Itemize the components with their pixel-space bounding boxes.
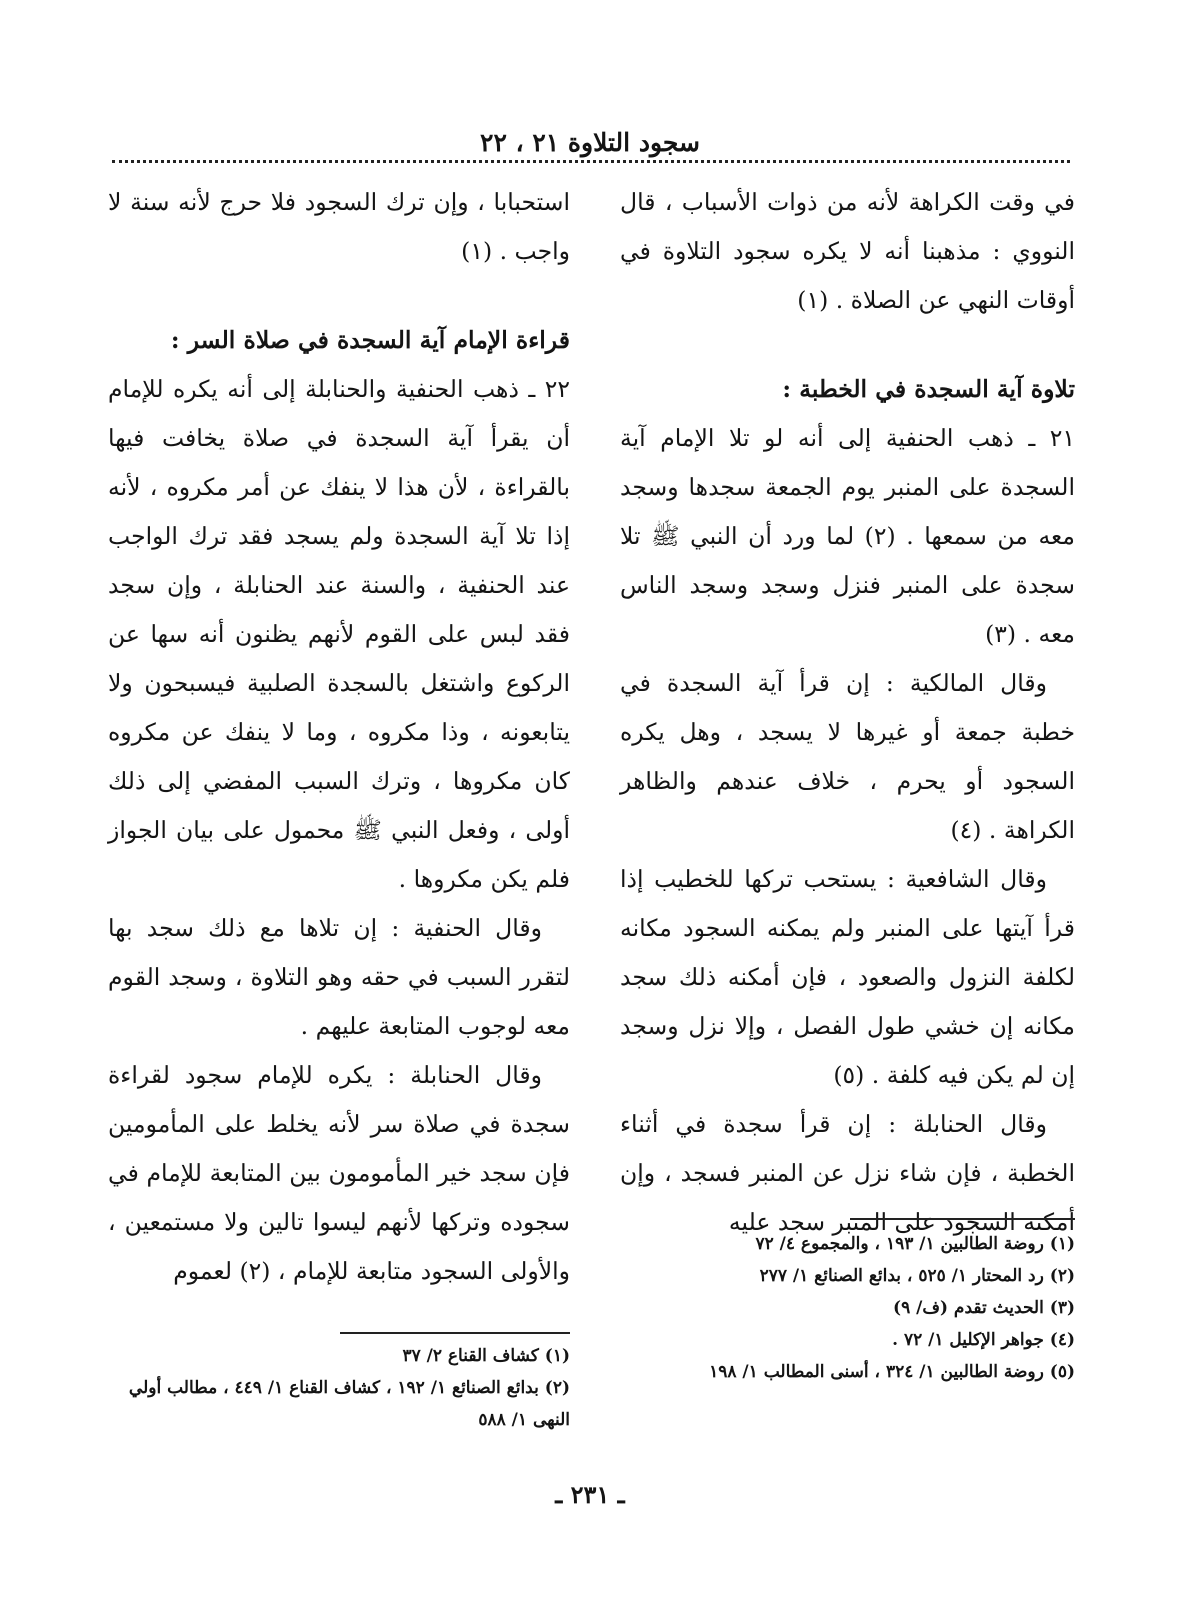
paragraph: وقال الحنفية : إن تلاها مع ذلك سجد بها لتقرر السبب في حقه وهو التلاوة ، وسجد القوم معه لوجوب المتابعة عليهم . [108, 914, 570, 1040]
footnote-separator [850, 1218, 1075, 1220]
section-heading: قراءة الإمام آية السجدة في صلاة السر : [170, 326, 570, 354]
left-column [108, 178, 570, 1296]
footnote: (١) روضة الطالبين ١/ ١٩٣ ، والمجموع ٤/ ٧٢ [755, 1234, 1075, 1254]
page-number: ـ ٢٣١ ـ [555, 1480, 625, 1509]
paragraph: ٢٢ ـ ذهب الحنفية والحنابلة إلى أنه يكره للإمام أن يقرأ آية السجدة في صلاة يخافت فيها بالقراءة ، لأن هذا لا ينفك عن أمر مكروه ، لأنه إذا تلا آية السجدة ولم يسجد فقد ترك الواجب عند الحنفية ، والسنة عند الحنابلة ، وإن سجد فقد لبس على القوم لأنهم يظنون أنه سها عن الركوع واشتغل بالسجدة الصلبية فيسبحون ولا يتابعونه ، وذا مكروه ، وما لا ينفك عن مكروه كان مكروها ، وترك السبب المفضي إلى ذلك أولى ، وفعل النبي ﷺ محمول على بيان الجواز فلم يكن مكروها . [108, 375, 570, 893]
footnote: (٢) رد المحتار ١/ ٥٢٥ ، بدائع الصنائع ١/ ٢٧٧ [759, 1266, 1075, 1286]
section-heading: تلاوة آية السجدة في الخطبة : [782, 375, 1075, 403]
footnote: (٥) روضة الطالبين ١/ ٣٢٤ ، أسنى المطالب ١/ ١٩٨ [709, 1362, 1075, 1382]
footnote-separator [340, 1332, 570, 1334]
header-dotted-rule [112, 160, 1070, 163]
footnote: (١) كشاف القناع ٢/ ٣٧ [402, 1346, 570, 1366]
paragraph: وقال الحنابلة : إن قرأ سجدة في أثناء الخطبة ، فإن شاء نزل عن المنبر فسجد ، وإن أمكنه السجود على المنبر سجد عليه [620, 1110, 1075, 1236]
paragraph: وقال الشافعية : يستحب تركها للخطيب إذا قرأ آيتها على المنبر ولم يمكنه السجود مكانه لكلفة النزول والصعود ، فإن أمكنه ذلك سجد مكانه إن خشي طول الفصل ، وإلا نزل وسجد إن لم يكن فيه كلفة . (٥) [620, 865, 1075, 1089]
paragraph: استحبابا ، وإن ترك السجود فلا حرج لأنه سنة لا واجب . (١) [108, 188, 570, 265]
footnote: (٣) الحديث تقدم (ف/ ٩) [893, 1298, 1075, 1318]
footnote: (٢) بدائع الصنائع ١/ ١٩٢ ، كشاف القناع ١/ ٤٤٩ ، مطالب أولي النهى ١/ ٥٨٨ [128, 1378, 570, 1430]
paragraph: وقال المالكية : إن قرأ آية السجدة في خطبة جمعة أو غيرها لا يسجد ، وهل يكره السجود أو يحرم ، خلاف عندهم والظاهر الكراهة . (٤) [620, 669, 1075, 844]
paragraph: وقال الحنابلة : يكره للإمام سجود لقراءة سجدة في صلاة سر لأنه يخلط على المأمومين فإن سجد خير المأمومون بين المتابعة للإمام في سجوده وتركها لأنهم ليسوا تالين ولا مستمعين ، والأولى السجود متابعة للإمام ، (٢) لعموم [108, 1061, 570, 1285]
footnotes-left [108, 1340, 570, 1436]
right-column [620, 178, 1075, 1247]
paragraph: ٢١ ـ ذهب الحنفية إلى أنه لو تلا الإمام آية السجدة على المنبر يوم الجمعة سجدها وسجد معه من سمعها . (٢) لما ورد أن النبي ﷺ تلا سجدة على المنبر فنزل وسجد وسجد الناس معه . (٣) [620, 424, 1075, 648]
footnotes-right [620, 1228, 1075, 1388]
paragraph: في وقت الكراهة لأنه من ذوات الأسباب ، قال النووي : مذهبنا أنه لا يكره سجود التلاوة في أوقات النهي عن الصلاة . (١) [620, 188, 1075, 314]
footnote: (٤) جواهر الإكليل ١/ ٧٢ . [892, 1330, 1075, 1350]
page-header-title: سجود التلاوة ٢١ ، ٢٢ [480, 128, 700, 157]
